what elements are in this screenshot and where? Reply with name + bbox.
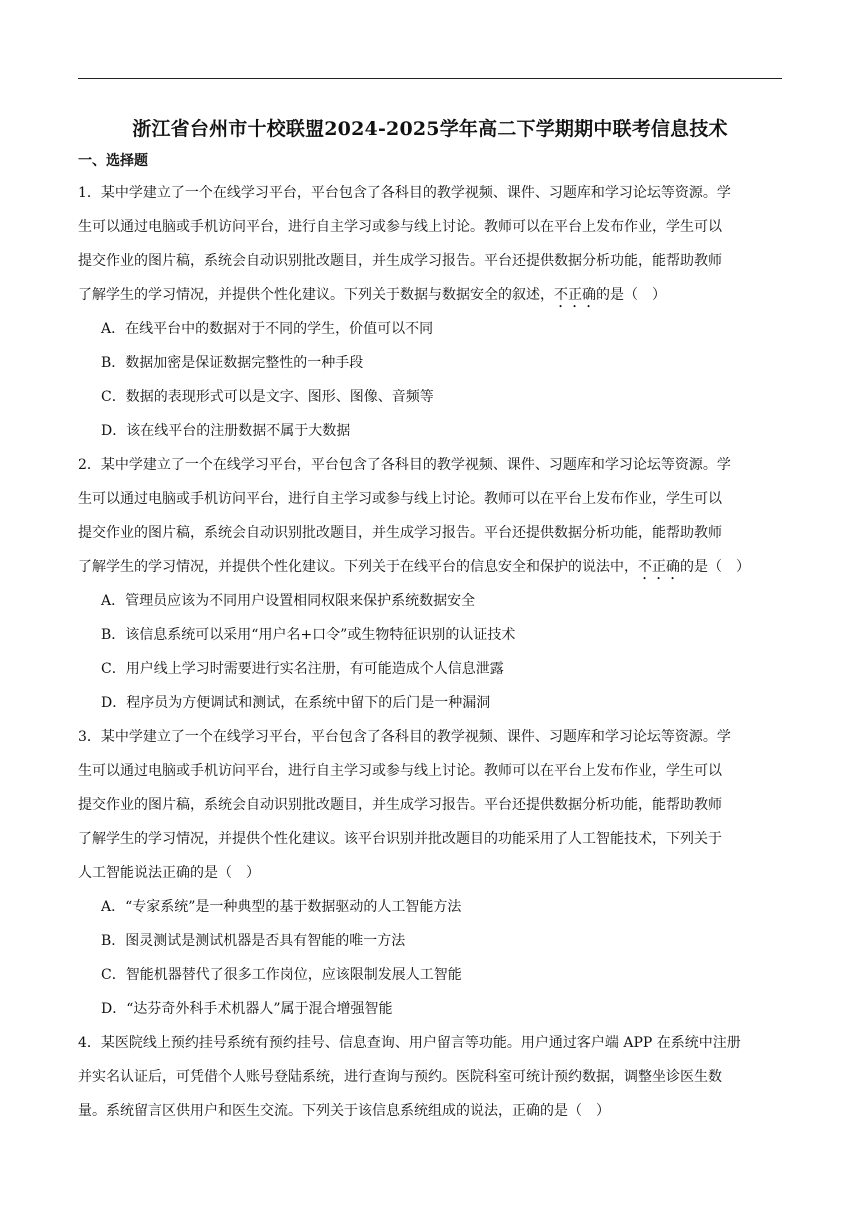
question-line: 生可以通过电脑或手机访问平台，进行自主学习或参与线上讨论。教师可以在平台上发布作业，学生可以: [78, 491, 722, 507]
emphasized-text: 不正确: [638, 559, 680, 575]
option-a: A．在线平台中的数据对于不同的学生，价值可以不同: [101, 321, 434, 337]
question-line: 3．某中学建立了一个在线学习平台，平台包含了各科目的教学视频、课件、习题库和学习论坛等资源。学: [78, 729, 731, 745]
question-line: 人工智能说法正确的是（ ）: [78, 865, 260, 881]
question-2: [78, 448, 784, 720]
question-line: 提交作业的图片稿，系统会自动识别批改题目，并生成学习报告。平台还提供数据分析功能，能帮助教师: [78, 797, 722, 813]
option-a: A．管理员应该为不同用户设置相同权限来保护系统数据安全: [101, 593, 476, 609]
option-a: A．“专家系统”是一种典型的基于数据驱动的人工智能方法: [101, 899, 462, 915]
question-line: 提交作业的图片稿，系统会自动识别批改题目，并生成学习报告。平台还提供数据分析功能，能帮助教师: [78, 525, 722, 541]
option-d: D．“达芬奇外科手术机器人”属于混合增强智能: [101, 1001, 393, 1017]
question-line: 2．某中学建立了一个在线学习平台，平台包含了各科目的教学视频、课件、习题库和学习论坛等资源。学: [78, 457, 731, 473]
question-line: 1．某中学建立了一个在线学习平台，平台包含了各科目的教学视频、课件、习题库和学习论坛等资源。学: [78, 185, 731, 201]
question-line: [78, 278, 784, 312]
option-c: C．智能机器替代了很多工作岗位，应该限制发展人工智能: [101, 967, 462, 983]
option-c: C．数据的表现形式可以是文字、图形、图像、音频等: [101, 389, 434, 405]
option-b: B．图灵测试是测试机器是否具有智能的唯一方法: [101, 933, 406, 949]
question-line: [78, 550, 784, 584]
question-line: 量。系统留言区供用户和医生交流。下列关于该信息系统组成的说法，正确的是（ ）: [78, 1103, 610, 1119]
question-text: 的是（ ）: [596, 287, 666, 303]
question-line: 了解学生的学习情况，并提供个性化建议。该平台识别并批改题目的功能采用了人工智能技术，下列关于: [78, 831, 722, 847]
option-d: D．程序员为方便调试和测试，在系统中留下的后门是一种漏洞: [101, 695, 491, 711]
question-1: [78, 176, 784, 448]
question-line: 生可以通过电脑或手机访问平台，进行自主学习或参与线上讨论。教师可以在平台上发布作业，学生可以: [78, 219, 722, 235]
emphasized-text: 不正确: [554, 287, 596, 303]
option-c: C．用户线上学习时需要进行实名注册，有可能造成个人信息泄露: [101, 661, 504, 677]
question-line: 提交作业的图片稿，系统会自动识别批改题目，并生成学习报告。平台还提供数据分析功能，能帮助教师: [78, 253, 722, 269]
option-b: B．该信息系统可以采用“用户名+口令”或生物特征识别的认证技术: [101, 627, 516, 643]
question-list: [78, 176, 784, 1128]
question-text: 的是（ ）: [680, 559, 750, 575]
question-line: 并实名认证后，可凭借个人账号登陆系统，进行查询与预约。医院科室可统计预约数据，调整坐诊医生数: [78, 1069, 722, 1085]
question-line: 4．某医院线上预约挂号系统有预约挂号、信息查询、用户留言等功能。用户通过客户端 APP 在系统中注册: [78, 1035, 741, 1051]
question-line: 生可以通过电脑或手机访问平台，进行自主学习或参与线上讨论。教师可以在平台上发布作业，学生可以: [78, 763, 722, 779]
header-rule: [78, 78, 782, 79]
question-3: [78, 720, 784, 1026]
question-text: 了解学生的学习情况，并提供个性化建议。下列关于数据与数据安全的叙述，: [78, 287, 554, 303]
option-d: D．该在线平台的注册数据不属于大数据: [101, 423, 351, 439]
page-title: 浙江省台州市十校联盟2024-2025学年高二下学期期中联考信息技术: [132, 118, 728, 140]
question-4: [78, 1026, 784, 1128]
section-heading: 一、选择题: [78, 153, 148, 169]
option-b: B．数据加密是保证数据完整性的一种手段: [101, 355, 364, 371]
question-text: 了解学生的学习情况，并提供个性化建议。下列关于在线平台的信息安全和保护的说法中，: [78, 559, 638, 575]
